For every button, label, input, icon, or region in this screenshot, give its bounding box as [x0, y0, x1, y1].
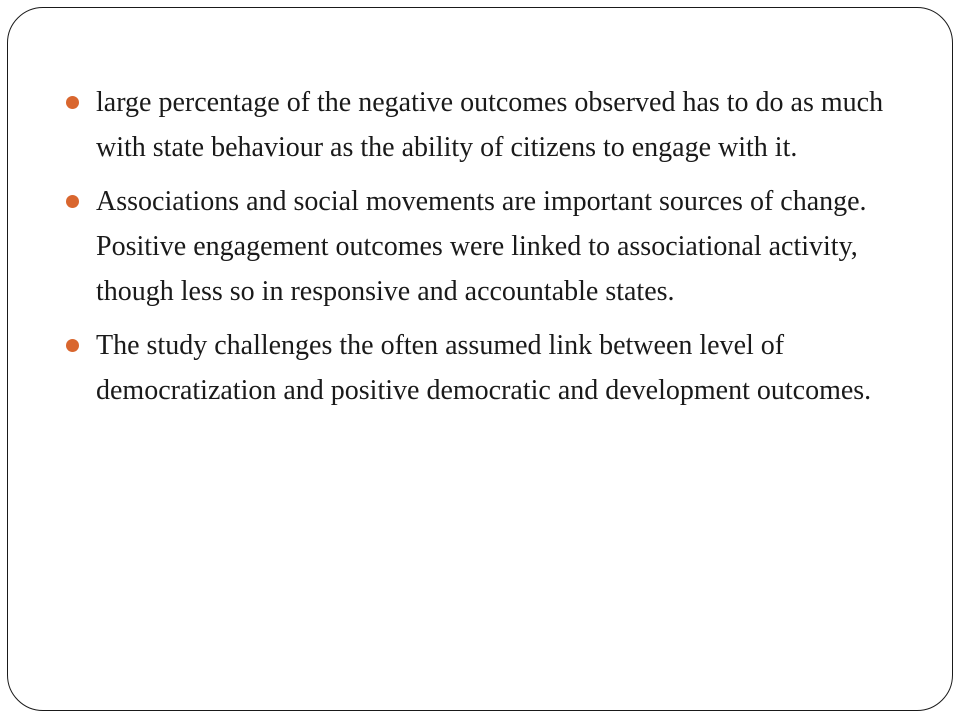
bullet-text: large percentage of the negative outcomes observed has to do as much with state behaviour as the ability of citizens to engage with it. [96, 87, 884, 163]
bullet-text: The study challenges the often assumed link between level of democratization and positive democratic and development outcomes. [96, 330, 872, 406]
bullet-dot-icon [66, 96, 79, 109]
bullet-item [66, 179, 926, 314]
bullet-list [66, 80, 926, 422]
slide-frame [7, 7, 953, 711]
bullet-dot-icon [66, 195, 79, 208]
bullet-text: Associations and social movements are important sources of change. Positive engagement outcomes were linked to associational activity, though less so in responsive and accountable states. [96, 186, 867, 307]
bullet-item [66, 323, 926, 413]
bullet-dot-icon [66, 339, 79, 352]
bullet-item [66, 80, 926, 170]
